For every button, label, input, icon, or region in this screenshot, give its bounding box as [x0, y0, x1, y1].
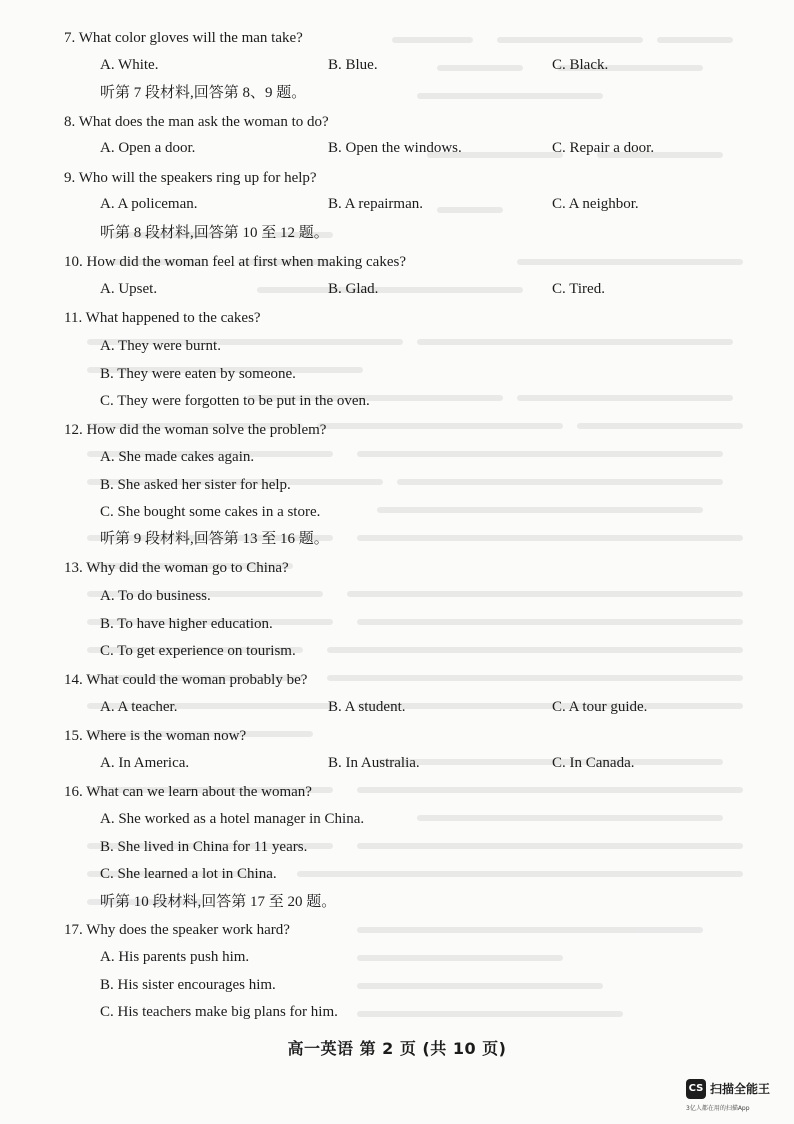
- answer-option: A. In America.: [100, 755, 190, 771]
- answer-option: A. His parents push him.: [100, 949, 250, 965]
- answer-option: C. They were forgotten to be put in the oven.: [100, 393, 370, 409]
- question-text: 16. What can we learn about the woman?: [64, 784, 312, 800]
- answer-option: A. White.: [100, 57, 159, 73]
- scanner-tagline: 3亿人都在用的扫描App: [686, 1105, 750, 1112]
- answer-option: A. A teacher.: [100, 699, 178, 715]
- scanner-app-name: 扫描全能王: [710, 1082, 771, 1096]
- question-text: 17. Why does the speaker work hard?: [64, 922, 290, 938]
- answer-option: B. Blue.: [328, 57, 378, 73]
- scanner-logo-icon: CS: [686, 1079, 706, 1099]
- answer-option: C. A neighbor.: [552, 196, 639, 212]
- question-text: 11. What happened to the cakes?: [64, 310, 261, 326]
- answer-option: C. Tired.: [552, 281, 605, 297]
- question-text: 12. How did the woman solve the problem?: [64, 422, 327, 438]
- section-instruction: 听第 9 段材料,回答第 13 至 16 题。: [100, 531, 329, 547]
- scanner-watermark: [686, 1079, 790, 1119]
- answer-option: B. A repairman.: [328, 196, 423, 212]
- page-footer: 高一英语 第 2 页 (共 10 页): [287, 1039, 507, 1058]
- answer-option: C. His teachers make big plans for him.: [100, 1004, 338, 1020]
- answer-option: C. To get experience on tourism.: [100, 643, 296, 659]
- question-text: 9. Who will the speakers ring up for help?: [64, 170, 317, 186]
- section-instruction: 听第 7 段材料,回答第 8、9 题。: [100, 85, 307, 101]
- answer-option: C. Black.: [552, 57, 609, 73]
- answer-option: A. They were burnt.: [100, 338, 221, 354]
- answer-option: A. Open a door.: [100, 140, 196, 156]
- section-instruction: 听第 8 段材料,回答第 10 至 12 题。: [100, 225, 329, 241]
- question-text: 10. How did the woman feel at first when making cakes?: [64, 254, 406, 270]
- answer-option: C. She learned a lot in China.: [100, 866, 277, 882]
- answer-option: A. She worked as a hotel manager in China.: [100, 811, 365, 827]
- answer-option: C. Repair a door.: [552, 140, 655, 156]
- answer-option: A. A policeman.: [100, 196, 198, 212]
- answer-option: C. In Canada.: [552, 755, 635, 771]
- answer-option: B. They were eaten by someone.: [100, 366, 296, 382]
- answer-option: C. She bought some cakes in a store.: [100, 504, 321, 520]
- answer-option: B. His sister encourages him.: [100, 977, 276, 993]
- answer-option: B. In Australia.: [328, 755, 420, 771]
- answer-option: A. Upset.: [100, 281, 158, 297]
- answer-option: A. To do business.: [100, 588, 211, 604]
- question-text: 13. Why did the woman go to China?: [64, 560, 289, 576]
- answer-option: B. Open the windows.: [328, 140, 462, 156]
- answer-option: B. A student.: [328, 699, 406, 715]
- answer-option: C. A tour guide.: [552, 699, 648, 715]
- answer-option: B. She asked her sister for help.: [100, 477, 291, 493]
- answer-option: B. She lived in China for 11 years.: [100, 839, 308, 855]
- question-text: 14. What could the woman probably be?: [64, 672, 308, 688]
- question-text: 7. What color gloves will the man take?: [64, 30, 303, 46]
- answer-option: A. She made cakes again.: [100, 449, 255, 465]
- section-instruction: 听第 10 段材料,回答第 17 至 20 题。: [100, 894, 337, 910]
- question-text: 15. Where is the woman now?: [64, 728, 247, 744]
- answer-option: B. To have higher education.: [100, 616, 273, 632]
- question-text: 8. What does the man ask the woman to do?: [64, 114, 329, 130]
- answer-option: B. Glad.: [328, 281, 379, 297]
